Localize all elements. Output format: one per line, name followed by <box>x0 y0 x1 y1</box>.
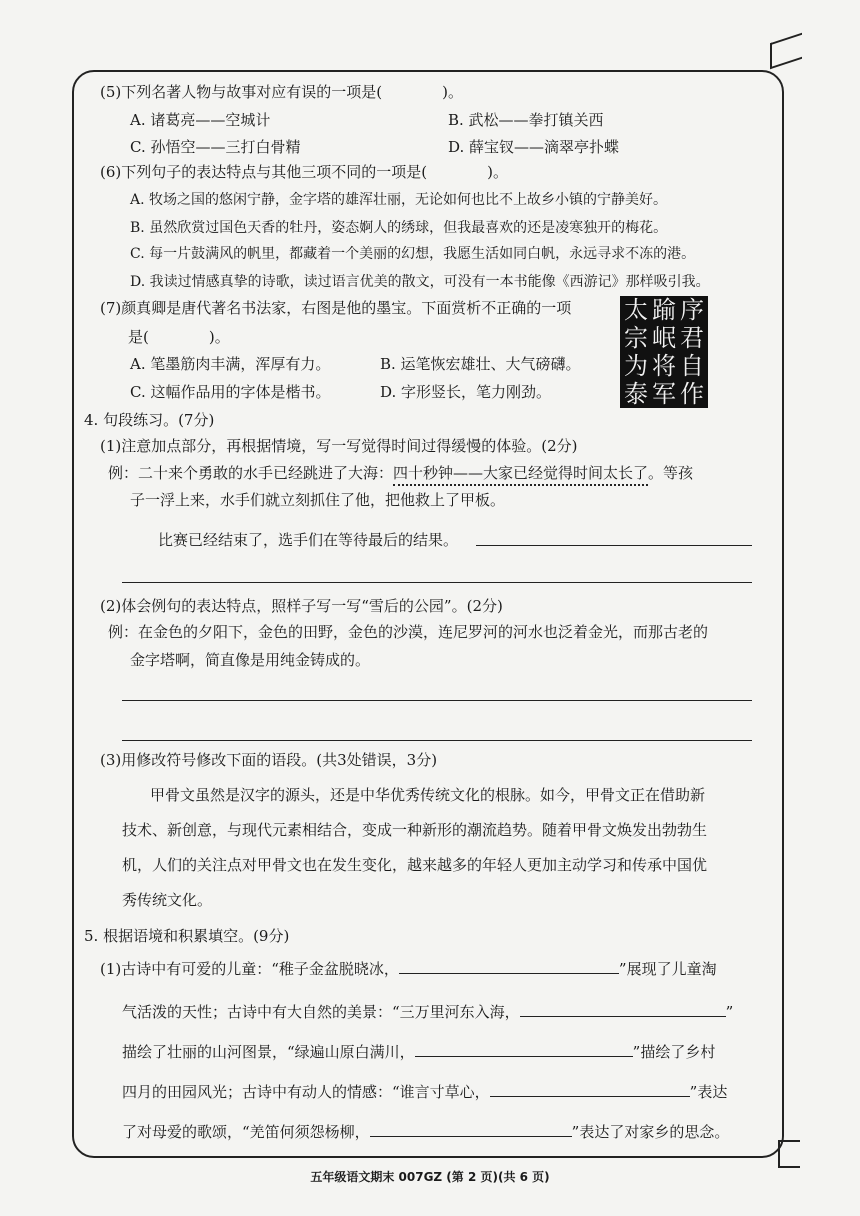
s4-p1-example-line2: 子一浮上来，水手们就立刻抓住了他，把他救上了甲板。 <box>130 491 506 509</box>
fill-text: (1)古诗中有可爱的儿童：“稚子金盆脱晓冰， <box>100 960 399 978</box>
q6-option-a: A. 牧场之国的悠闲宁静，金字塔的雄浑壮丽，无论如何也比不上故乡小镇的宁静美好。 <box>130 192 668 208</box>
calligraphy-char: 太 <box>624 296 648 324</box>
q6-stem: (6)下列句子的表达特点与其他三项不同的一项是( )。 <box>100 163 508 181</box>
calligraphy-char: 自 <box>680 352 704 380</box>
calligraphy-image <box>620 296 708 408</box>
q5-option-b: B. 武松——拳打镇关西 <box>448 111 604 129</box>
q5-option-d: D. 薛宝钗——滴翠亭扑蝶 <box>448 138 620 156</box>
q7-stem-line2: 是( )。 <box>128 328 230 346</box>
calligraphy-char: 踰 <box>652 296 676 324</box>
fill-blank[interactable] <box>490 1080 690 1097</box>
fill-text: 描绘了壮丽的山河图景，“绿遍山原白满川， <box>122 1043 415 1061</box>
calligraphy-char: 泰 <box>624 380 648 408</box>
s4-p1-example-line1 <box>108 463 693 483</box>
fill-blank[interactable] <box>399 957 619 974</box>
calligraphy-char: 君 <box>680 324 704 352</box>
fill-blank[interactable] <box>370 1120 572 1137</box>
dotted-emphasis: 四十秒钟——大家已经觉得时间太长了 <box>393 464 648 486</box>
answer-line[interactable] <box>122 740 752 741</box>
fill-text: ”表达了对家乡的思念。 <box>571 1123 730 1141</box>
s4-p1-prompt: 比赛已经结束了，选手们在等待最后的结果。 <box>158 531 459 549</box>
fill-blank[interactable] <box>520 1000 726 1017</box>
fill-text: 气活泼的天性；古诗中有大自然的美景：“三万里河东入海， <box>122 1003 520 1021</box>
fill-text: ”描绘了乡村 <box>632 1043 716 1061</box>
calligraphy-char: 将 <box>652 352 676 380</box>
fill-text: ” <box>725 1003 734 1021</box>
s4-p2-stem: (2)体会例句的表达特点，照样子写一写“雪后的公园”。(2分) <box>100 597 503 615</box>
q7-stem-line1: (7)颜真卿是唐代著名书法家，右图是他的墨宝。下面赏析不正确的一项 <box>100 299 572 317</box>
q7-option-c: C. 这幅作品用的字体是楷书。 <box>130 383 331 401</box>
calligraphy-char: 序 <box>680 296 704 324</box>
s5-line5 <box>122 1120 729 1142</box>
q6-option-c: C. 每一片鼓满风的帆里，都藏着一个美丽的幻想，我愿生活如同白帆，永远寻求不冻的港。 <box>130 246 696 262</box>
q7-option-a: A. 笔墨筋肉丰满，浑厚有力。 <box>130 355 331 373</box>
s5-line3 <box>122 1040 715 1062</box>
fill-text: ”展现了儿童淘 <box>618 960 717 978</box>
q7-option-d: D. 字形竖长，笔力刚劲。 <box>380 383 552 401</box>
s4-p3-passage-line4: 秀传统文化。 <box>122 891 213 909</box>
s4-p1-stem: (1)注意加点部分，再根据情境，写一写觉得时间过得缓慢的体验。(2分) <box>100 437 578 455</box>
page-footer: 五年级语文期末 007GZ (第 2 页)(共 6 页) <box>310 1170 550 1184</box>
calligraphy-char: 为 <box>624 352 648 380</box>
s4-p2-example-line2: 金字塔啊，简直像是用纯金铸成的。 <box>130 651 371 669</box>
s5-line1 <box>100 957 717 979</box>
s5-line2 <box>122 1000 733 1022</box>
q6-option-d: D. 我读过情感真挚的诗歌，读过语言优美的散文，可没有一本书能像《西游记》那样吸引我。 <box>130 274 710 290</box>
corner-mark-bottom <box>778 1140 800 1168</box>
calligraphy-char: 军 <box>652 380 676 408</box>
answer-line[interactable] <box>122 582 752 583</box>
section-4-title: 4. 句段练习。(7分) <box>84 411 215 429</box>
s4-p3-stem: (3)用修改符号修改下面的语段。(共3处错误，3分) <box>100 751 438 769</box>
q5-option-a: A. 诸葛亮——空城计 <box>130 111 271 129</box>
q7-option-b: B. 运笔恢宏雄壮、大气磅礴。 <box>380 355 581 373</box>
fill-text: 了对母爱的歌颂，“羌笛何须怨杨柳， <box>122 1123 370 1141</box>
example-text: 例：二十来个勇敢的水手已经跳进了大海： <box>108 464 394 482</box>
section-5-title: 5. 根据语境和积累填空。(9分) <box>84 927 290 945</box>
s4-p3-passage-line1: 甲骨文虽然是汉字的源头，还是中华优秀传统文化的根脉。如今，甲骨文正在借助新 <box>150 786 706 804</box>
q5-stem: (5)下列名著人物与故事对应有误的一项是( )。 <box>100 83 463 101</box>
s4-p3-passage-line3: 机，人们的关注点对甲骨文也在发生变化，越来越多的年轻人更加主动学习和传承中国优 <box>122 856 708 874</box>
s4-p2-example-line1: 例：在金色的夕阳下，金色的田野，金色的沙漠，连尼罗河的河水也泛着金光，而那古老的 <box>108 623 709 641</box>
q6-option-b: B. 虽然欣赏过国色天香的牡丹，姿态婀人的绣球，但我最喜欢的还是凌寒独开的梅花。 <box>130 220 668 236</box>
fill-text: 四月的田园风光；古诗中有动人的情感：“谁言寸草心， <box>122 1083 490 1101</box>
calligraphy-char: 作 <box>680 380 704 408</box>
answer-line[interactable] <box>122 700 752 701</box>
s5-line4 <box>122 1080 727 1102</box>
answer-line[interactable] <box>476 545 752 546</box>
fill-text: ”表达 <box>689 1083 728 1101</box>
fill-blank[interactable] <box>415 1040 633 1057</box>
corner-mark-top <box>770 33 802 69</box>
s4-p3-passage-line2: 技术、新创意，与现代元素相结合，变成一种新形的潮流趋势。随着甲骨文焕发出勃勃生 <box>122 821 708 839</box>
q5-option-c: C. 孙悟空——三打白骨精 <box>130 138 301 156</box>
example-text: 。等孩 <box>648 464 694 482</box>
calligraphy-char: 岷 <box>652 324 676 352</box>
calligraphy-char: 宗 <box>624 324 648 352</box>
